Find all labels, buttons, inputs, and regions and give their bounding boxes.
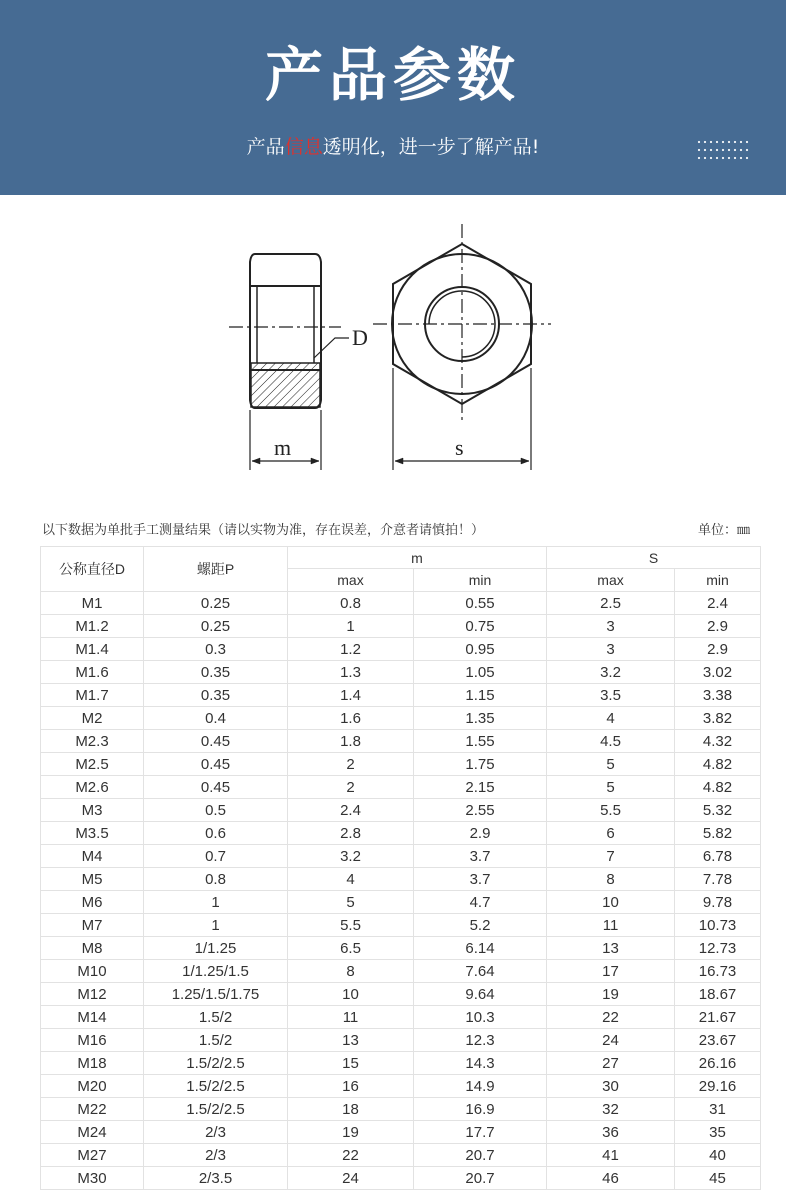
cell-m-min: 12.3 xyxy=(414,1029,547,1052)
cell-m-max: 2.4 xyxy=(288,799,414,822)
cell-m-min: 16.9 xyxy=(414,1098,547,1121)
cell-s-max: 46 xyxy=(547,1167,675,1190)
cell-s-min: 4.82 xyxy=(675,776,761,799)
cell-s-min: 7.78 xyxy=(675,868,761,891)
cell-pitch: 0.45 xyxy=(144,753,288,776)
cell-m-min: 2.55 xyxy=(414,799,547,822)
cell-pitch: 0.45 xyxy=(144,730,288,753)
cell-s-max: 32 xyxy=(547,1098,675,1121)
cell-m-min: 2.15 xyxy=(414,776,547,799)
cell-s-max: 5 xyxy=(547,753,675,776)
cell-m-max: 4 xyxy=(288,868,414,891)
cell-s-max: 36 xyxy=(547,1121,675,1144)
cell-s-min: 35 xyxy=(675,1121,761,1144)
cell-s-min: 29.16 xyxy=(675,1075,761,1098)
cell-pitch: 0.25 xyxy=(144,592,288,615)
unit-label: 单位：㎜ xyxy=(697,523,750,538)
page-subtitle xyxy=(0,132,786,159)
cell-m-max: 1.3 xyxy=(288,661,414,684)
cell-s-min: 23.67 xyxy=(675,1029,761,1052)
table-row xyxy=(41,1075,761,1098)
table-row xyxy=(41,638,761,661)
cell-m-min: 5.2 xyxy=(414,914,547,937)
cell-m-max: 2 xyxy=(288,753,414,776)
cell-diameter: M1 xyxy=(41,592,144,615)
cell-m-min: 2.9 xyxy=(414,822,547,845)
subtitle-prefix: 产品 xyxy=(246,136,285,158)
cell-m-min: 14.9 xyxy=(414,1075,547,1098)
cell-m-min: 7.64 xyxy=(414,960,547,983)
cell-s-min: 26.16 xyxy=(675,1052,761,1075)
cell-diameter: M8 xyxy=(41,937,144,960)
cell-s-max: 3 xyxy=(547,638,675,661)
cell-diameter: M2.6 xyxy=(41,776,144,799)
cell-s-max: 24 xyxy=(547,1029,675,1052)
cell-diameter: M22 xyxy=(41,1098,144,1121)
table-row xyxy=(41,1098,761,1121)
cell-s-min: 9.78 xyxy=(675,891,761,914)
cell-s-min: 10.73 xyxy=(675,914,761,937)
cell-diameter: M20 xyxy=(41,1075,144,1098)
header-banner xyxy=(0,0,786,195)
cell-diameter: M6 xyxy=(41,891,144,914)
cell-s-min: 45 xyxy=(675,1167,761,1190)
cell-pitch: 1.5/2/2.5 xyxy=(144,1052,288,1075)
measurement-note: 以下数据为单批手工测量结果（请以实物为准，存在误差，介意者请慎拍！） xyxy=(42,523,485,538)
cell-pitch: 1 xyxy=(144,914,288,937)
label-s: s xyxy=(455,435,464,460)
cell-m-max: 3.2 xyxy=(288,845,414,868)
cell-m-min: 1.55 xyxy=(414,730,547,753)
cell-pitch: 1.5/2/2.5 xyxy=(144,1075,288,1098)
cell-pitch: 0.4 xyxy=(144,707,288,730)
cell-s-max: 4 xyxy=(547,707,675,730)
cell-pitch: 1 xyxy=(144,891,288,914)
cell-s-min: 2.9 xyxy=(675,615,761,638)
table-row xyxy=(41,1052,761,1075)
cell-s-max: 30 xyxy=(547,1075,675,1098)
cell-s-max: 10 xyxy=(547,891,675,914)
cell-diameter: M2.5 xyxy=(41,753,144,776)
header-diameter: 公称直径D xyxy=(41,547,144,592)
cell-m-min: 3.7 xyxy=(414,845,547,868)
dot-pattern-decoration xyxy=(696,138,750,164)
cell-s-max: 6 xyxy=(547,822,675,845)
table-row xyxy=(41,776,761,799)
table-row xyxy=(41,615,761,638)
header-s-min: min xyxy=(675,569,761,592)
cell-m-min: 1.15 xyxy=(414,684,547,707)
cell-s-max: 17 xyxy=(547,960,675,983)
cell-s-max: 11 xyxy=(547,914,675,937)
page-title: 产品参数 xyxy=(264,41,521,109)
cell-diameter: M18 xyxy=(41,1052,144,1075)
cell-s-max: 3.2 xyxy=(547,661,675,684)
header-m: m xyxy=(288,547,547,569)
cell-m-max: 2 xyxy=(288,776,414,799)
cell-pitch: 0.5 xyxy=(144,799,288,822)
table-row xyxy=(41,822,761,845)
cell-pitch: 1.5/2 xyxy=(144,1029,288,1052)
cell-diameter: M2 xyxy=(41,707,144,730)
cell-s-min: 4.32 xyxy=(675,730,761,753)
cell-diameter: M3.5 xyxy=(41,822,144,845)
table-row xyxy=(41,799,761,822)
table-row xyxy=(41,937,761,960)
spec-table-body xyxy=(41,592,761,1190)
cell-m-min: 14.3 xyxy=(414,1052,547,1075)
subtitle-suffix: 透明化，进一步了解产品! xyxy=(322,136,540,158)
label-d: D xyxy=(352,325,368,350)
cell-s-max: 5 xyxy=(547,776,675,799)
cell-s-max: 4.5 xyxy=(547,730,675,753)
label-m: m xyxy=(274,435,292,460)
cell-m-max: 6.5 xyxy=(288,937,414,960)
nut-top-view xyxy=(373,224,551,470)
cell-m-min: 0.55 xyxy=(414,592,547,615)
table-row xyxy=(41,1121,761,1144)
cell-diameter: M1.6 xyxy=(41,661,144,684)
spec-table xyxy=(40,546,761,1190)
cell-m-max: 1.4 xyxy=(288,684,414,707)
cell-diameter: M16 xyxy=(41,1029,144,1052)
cell-s-max: 13 xyxy=(547,937,675,960)
cell-m-max: 10 xyxy=(288,983,414,1006)
cell-s-max: 7 xyxy=(547,845,675,868)
cell-m-max: 24 xyxy=(288,1167,414,1190)
cell-diameter: M12 xyxy=(41,983,144,1006)
cell-diameter: M14 xyxy=(41,1006,144,1029)
table-row xyxy=(41,891,761,914)
header-pitch: 螺距P xyxy=(144,547,288,592)
table-row xyxy=(41,684,761,707)
subtitle-highlight: 信息 xyxy=(284,136,323,158)
cell-diameter: M24 xyxy=(41,1121,144,1144)
cell-m-min: 1.05 xyxy=(414,661,547,684)
table-row xyxy=(41,983,761,1006)
cell-diameter: M27 xyxy=(41,1144,144,1167)
cell-pitch: 1.5/2/2.5 xyxy=(144,1098,288,1121)
table-row xyxy=(41,730,761,753)
cell-s-min: 2.9 xyxy=(675,638,761,661)
table-row xyxy=(41,661,761,684)
cell-s-min: 12.73 xyxy=(675,937,761,960)
cell-m-max: 1.6 xyxy=(288,707,414,730)
cell-pitch: 0.3 xyxy=(144,638,288,661)
cell-diameter: M30 xyxy=(41,1167,144,1190)
cell-m-max: 18 xyxy=(288,1098,414,1121)
cell-s-min: 16.73 xyxy=(675,960,761,983)
cell-m-min: 4.7 xyxy=(414,891,547,914)
cell-m-max: 11 xyxy=(288,1006,414,1029)
cell-m-min: 9.64 xyxy=(414,983,547,1006)
header-s: S xyxy=(547,547,761,569)
cell-s-min: 3.82 xyxy=(675,707,761,730)
cell-pitch: 1.25/1.5/1.75 xyxy=(144,983,288,1006)
cell-s-min: 3.38 xyxy=(675,684,761,707)
table-row xyxy=(41,914,761,937)
spec-table-container xyxy=(40,546,760,1190)
cell-m-max: 8 xyxy=(288,960,414,983)
cell-s-min: 6.78 xyxy=(675,845,761,868)
cell-s-min: 40 xyxy=(675,1144,761,1167)
cell-s-min: 5.82 xyxy=(675,822,761,845)
cell-pitch: 0.25 xyxy=(144,615,288,638)
table-row xyxy=(41,707,761,730)
cell-diameter: M4 xyxy=(41,845,144,868)
table-row xyxy=(41,1144,761,1167)
cell-m-max: 22 xyxy=(288,1144,414,1167)
cell-m-min: 17.7 xyxy=(414,1121,547,1144)
cell-m-max: 1.2 xyxy=(288,638,414,661)
cell-s-min: 5.32 xyxy=(675,799,761,822)
table-row xyxy=(41,868,761,891)
table-row xyxy=(41,1006,761,1029)
cell-diameter: M1.4 xyxy=(41,638,144,661)
cell-m-max: 5.5 xyxy=(288,914,414,937)
table-row xyxy=(41,960,761,983)
cell-s-max: 5.5 xyxy=(547,799,675,822)
cell-m-max: 1.8 xyxy=(288,730,414,753)
cell-pitch: 0.35 xyxy=(144,661,288,684)
cell-s-min: 31 xyxy=(675,1098,761,1121)
cell-m-min: 20.7 xyxy=(414,1144,547,1167)
cell-s-min: 4.82 xyxy=(675,753,761,776)
cell-m-min: 3.7 xyxy=(414,868,547,891)
cell-m-min: 6.14 xyxy=(414,937,547,960)
cell-s-max: 27 xyxy=(547,1052,675,1075)
cell-pitch: 0.6 xyxy=(144,822,288,845)
cell-m-min: 20.7 xyxy=(414,1167,547,1190)
cell-diameter: M7 xyxy=(41,914,144,937)
cell-m-max: 0.8 xyxy=(288,592,414,615)
cell-pitch: 2/3.5 xyxy=(144,1167,288,1190)
cell-m-max: 19 xyxy=(288,1121,414,1144)
cell-m-min: 1.35 xyxy=(414,707,547,730)
table-row xyxy=(41,1167,761,1190)
table-row xyxy=(41,753,761,776)
cell-s-min: 2.4 xyxy=(675,592,761,615)
cell-s-max: 3 xyxy=(547,615,675,638)
cell-s-max: 19 xyxy=(547,983,675,1006)
cell-pitch: 1/1.25 xyxy=(144,937,288,960)
cell-m-min: 0.95 xyxy=(414,638,547,661)
cell-diameter: M10 xyxy=(41,960,144,983)
cell-diameter: M5 xyxy=(41,868,144,891)
cell-m-max: 5 xyxy=(288,891,414,914)
cell-pitch: 0.8 xyxy=(144,868,288,891)
cell-pitch: 0.7 xyxy=(144,845,288,868)
cell-pitch: 0.45 xyxy=(144,776,288,799)
header-m-max: max xyxy=(288,569,414,592)
cell-s-max: 8 xyxy=(547,868,675,891)
cell-diameter: M2.3 xyxy=(41,730,144,753)
cell-m-max: 15 xyxy=(288,1052,414,1075)
cell-pitch: 2/3 xyxy=(144,1144,288,1167)
cell-pitch: 0.35 xyxy=(144,684,288,707)
table-row xyxy=(41,592,761,615)
cell-m-max: 2.8 xyxy=(288,822,414,845)
cell-diameter: M1.7 xyxy=(41,684,144,707)
table-row xyxy=(41,845,761,868)
cell-m-max: 1 xyxy=(288,615,414,638)
cell-pitch: 2/3 xyxy=(144,1121,288,1144)
cell-s-min: 3.02 xyxy=(675,661,761,684)
cell-s-min: 18.67 xyxy=(675,983,761,1006)
cell-s-max: 3.5 xyxy=(547,684,675,707)
cell-s-max: 2.5 xyxy=(547,592,675,615)
header-m-min: min xyxy=(414,569,547,592)
cell-diameter: M1.2 xyxy=(41,615,144,638)
cell-diameter: M3 xyxy=(41,799,144,822)
cell-m-min: 0.75 xyxy=(414,615,547,638)
cell-s-max: 41 xyxy=(547,1144,675,1167)
cell-m-min: 10.3 xyxy=(414,1006,547,1029)
cell-s-min: 21.67 xyxy=(675,1006,761,1029)
cell-m-min: 1.75 xyxy=(414,753,547,776)
cell-pitch: 1.5/2 xyxy=(144,1006,288,1029)
hex-nut-diagram xyxy=(225,218,555,480)
cell-s-max: 22 xyxy=(547,1006,675,1029)
cell-pitch: 1/1.25/1.5 xyxy=(144,960,288,983)
cell-m-max: 13 xyxy=(288,1029,414,1052)
table-row xyxy=(41,1029,761,1052)
cell-m-max: 16 xyxy=(288,1075,414,1098)
header-s-max: max xyxy=(547,569,675,592)
